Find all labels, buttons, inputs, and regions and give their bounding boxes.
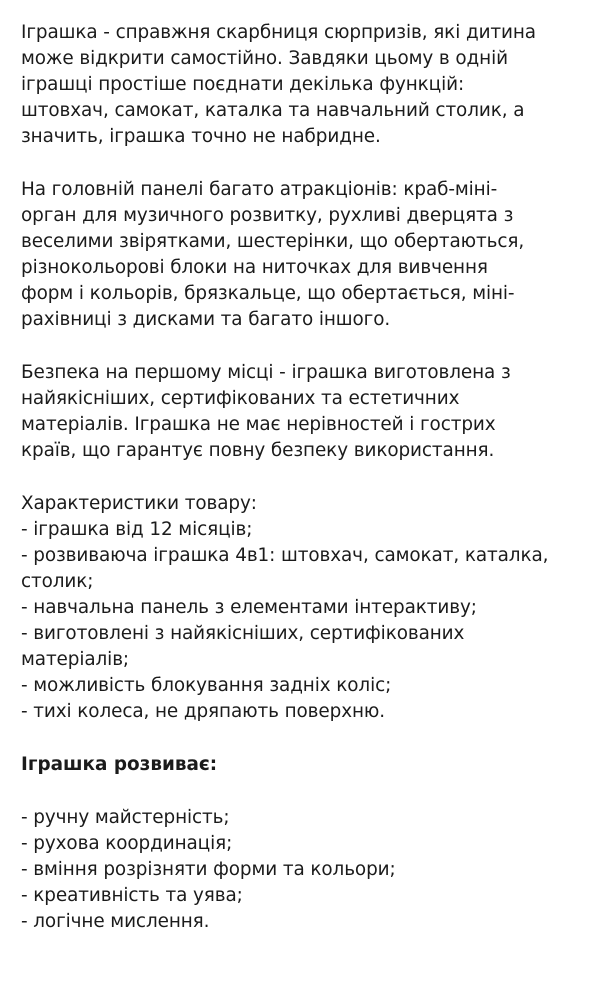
text-line: найякісніших, сертифікованих та естетичних xyxy=(21,388,460,409)
list-item-text: - навчальна панель з елементами інтерактиву; xyxy=(21,597,477,618)
spacer xyxy=(21,150,589,177)
text-line: іграшці простіше поєднати декілька функцій: xyxy=(21,74,465,95)
text-line: Безпека на першому місці - іграшка виготовлена з xyxy=(21,362,511,383)
list-item xyxy=(21,543,589,595)
list-item: - ручну майстерність; xyxy=(21,807,230,828)
text-line: може відкрити самостійно. Завдяки цьому в одній xyxy=(21,48,508,69)
text-line: орган для музичного розвитку, рухливі дверцята з xyxy=(21,205,514,226)
text-line: На головній панелі багато атракціонів: краб-міні- xyxy=(21,179,498,200)
list-item: - креативність та уява; xyxy=(21,885,243,906)
text-line: Іграшка - справжня скарбниця сюрпризів, які дитина xyxy=(21,22,536,43)
list-item: - вміння розрізняти форми та кольори; xyxy=(21,859,396,880)
list-item xyxy=(21,621,589,673)
product-description xyxy=(21,20,589,935)
spacer xyxy=(21,778,589,805)
panel-paragraph xyxy=(21,177,589,333)
list-item-text: столик; xyxy=(21,571,94,592)
list-item-text: - можливість блокування задніх коліс; xyxy=(21,675,392,696)
text-line: форм і кольорів, брязкальце, що обертається, міні- xyxy=(21,283,515,304)
list-item-text: - іграшка від 12 місяців; xyxy=(21,519,253,540)
safety-paragraph xyxy=(21,360,589,464)
list-item xyxy=(21,517,589,543)
characteristics-title: Характеристики товару: xyxy=(21,493,257,514)
develops-list xyxy=(21,805,589,935)
text-line: значить, іграшка точно не набридне. xyxy=(21,126,381,147)
list-item: - логічне мислення. xyxy=(21,911,210,932)
text-line: матеріалів. Іграшка не має нерівностей і гострих xyxy=(21,414,496,435)
list-item xyxy=(21,595,589,621)
intro-paragraph xyxy=(21,20,589,150)
spacer xyxy=(21,725,589,752)
text-line: різнокольорові блоки на ниточках для вивчення xyxy=(21,257,488,278)
text-line: країв, що гарантує повну безпеку використання. xyxy=(21,440,495,461)
text-line: штовхач, самокат, каталка та навчальний столик, а xyxy=(21,100,525,121)
spacer xyxy=(21,464,589,491)
spacer xyxy=(21,333,589,360)
list-item xyxy=(21,673,589,699)
list-item-text: - виготовлені з найякісніших, сертифікованих xyxy=(21,623,465,644)
list-item-text: матеріалів; xyxy=(21,649,130,670)
develops-title: Іграшка розвиває: xyxy=(21,754,218,775)
text-line: веселими звірятками, шестерінки, що обертаються, xyxy=(21,231,525,252)
list-item-text: - тихі колеса, не дряпають поверхню. xyxy=(21,701,386,722)
list-item-text: - розвиваюча іграшка 4в1: штовхач, самокат, каталка, xyxy=(21,545,549,566)
text-line: рахівниці з дисками та багато іншого. xyxy=(21,309,391,330)
develops-section xyxy=(21,752,589,935)
list-item xyxy=(21,699,589,725)
characteristics-list xyxy=(21,517,589,725)
list-item: - рухова координація; xyxy=(21,833,233,854)
characteristics-section xyxy=(21,491,589,725)
